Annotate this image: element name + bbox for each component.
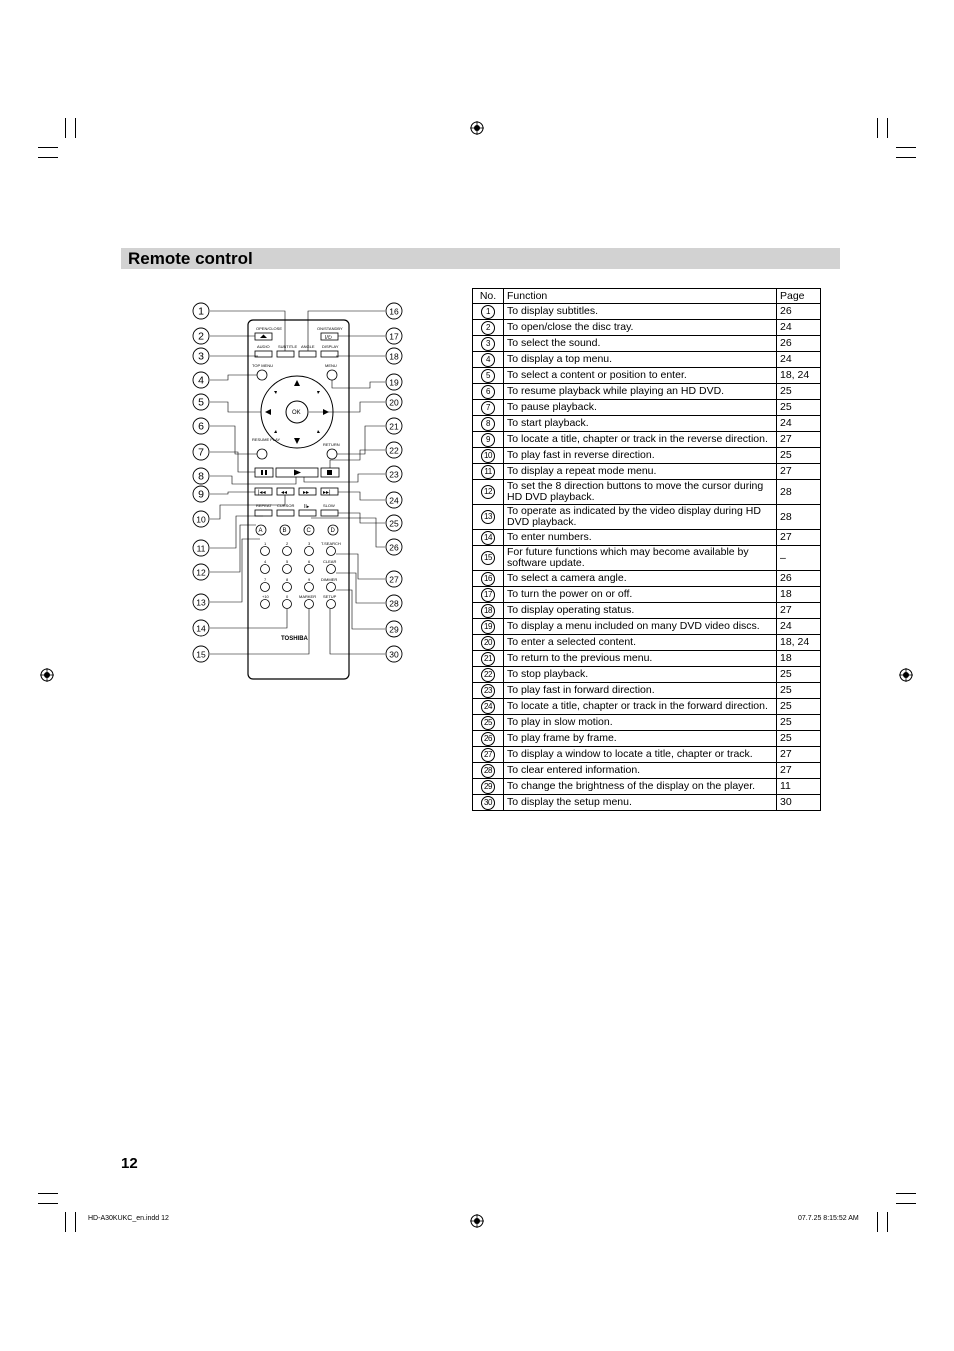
- row-number-circle: 20: [481, 636, 495, 650]
- row-function: To display the setup menu.: [504, 795, 777, 811]
- callout-number: 3: [198, 350, 204, 363]
- row-number-circle: 27: [481, 748, 495, 762]
- row-function: To play frame by frame.: [504, 731, 777, 747]
- n2-label: 2: [286, 541, 289, 546]
- table-row: [473, 304, 821, 320]
- table-row: [473, 715, 821, 731]
- row-function: To return to the previous menu.: [504, 651, 777, 667]
- row-number-circle: 21: [481, 652, 495, 666]
- row-number: [473, 384, 504, 400]
- row-function: To play fast in reverse direction.: [504, 448, 777, 464]
- table-row: [473, 779, 821, 795]
- row-page: 25: [777, 384, 821, 400]
- row-number: [473, 795, 504, 811]
- callout-number: 15: [196, 649, 206, 660]
- row-number-circle: 11: [481, 465, 495, 479]
- n7-label: 7: [264, 577, 267, 582]
- callout-number: 18: [389, 351, 399, 362]
- table-row: [473, 571, 821, 587]
- row-number-circle: 2: [481, 321, 495, 335]
- key-plus10: [261, 600, 270, 609]
- registration-mark-icon: [40, 668, 54, 682]
- cursor-label: CURSOR: [277, 503, 295, 508]
- top-menu-button: [257, 370, 267, 380]
- callout-number: 14: [196, 623, 206, 634]
- row-page: 27: [777, 530, 821, 546]
- row-function: To operate as indicated by the video display during HD DVD playback.: [504, 505, 777, 530]
- row-number-circle: 18: [481, 604, 495, 618]
- table-row: [473, 731, 821, 747]
- row-page: 27: [777, 603, 821, 619]
- clear-button: [327, 565, 336, 574]
- table-row: [473, 336, 821, 352]
- row-number: [473, 530, 504, 546]
- table-row: [473, 530, 821, 546]
- row-number-circle: 5: [481, 369, 495, 383]
- row-number: [473, 320, 504, 336]
- table-row: [473, 683, 821, 699]
- row-function: To display a window to locate a title, chapter or track.: [504, 747, 777, 763]
- subtitle-button: [277, 351, 294, 357]
- table-row: [473, 400, 821, 416]
- row-function: For future functions which may become available by software update.: [504, 546, 777, 571]
- top-menu-label: TOP MENU: [252, 363, 273, 368]
- stop-icon: [327, 470, 332, 475]
- table-row: [473, 587, 821, 603]
- row-function: To pause playback.: [504, 400, 777, 416]
- row-number: [473, 715, 504, 731]
- row-number: [473, 571, 504, 587]
- row-page: 18, 24: [777, 368, 821, 384]
- callout-number: 2: [198, 330, 204, 343]
- table-row: [473, 384, 821, 400]
- row-number: [473, 667, 504, 683]
- row-number-circle: 30: [481, 796, 495, 810]
- row-function: To locate a title, chapter or track in the reverse direction.: [504, 432, 777, 448]
- row-function: To display a repeat mode menu.: [504, 464, 777, 480]
- row-number: [473, 619, 504, 635]
- key-7: [261, 583, 270, 592]
- key-5: [283, 565, 292, 574]
- row-page: 25: [777, 715, 821, 731]
- row-number: [473, 336, 504, 352]
- callout-number: 8: [198, 470, 204, 483]
- row-number-circle: 23: [481, 684, 495, 698]
- row-number: [473, 432, 504, 448]
- display-button: [321, 351, 338, 357]
- return-label: RETURN: [323, 442, 340, 447]
- row-number: [473, 635, 504, 651]
- row-page: 25: [777, 667, 821, 683]
- table-row: [473, 464, 821, 480]
- row-function: To select a content or position to enter.: [504, 368, 777, 384]
- row-number-circle: 10: [481, 449, 495, 463]
- row-number: [473, 747, 504, 763]
- key-0: [283, 600, 292, 609]
- dimmer-label: DIMMER: [321, 577, 338, 582]
- plus10-label: +10: [262, 594, 269, 599]
- row-page: 24: [777, 416, 821, 432]
- row-number: [473, 368, 504, 384]
- setup-label: SETUP: [323, 594, 337, 599]
- table-row: [473, 320, 821, 336]
- row-page: 25: [777, 731, 821, 747]
- menu-button: [327, 370, 337, 380]
- pause-icon: [261, 470, 263, 475]
- row-number-circle: 22: [481, 668, 495, 682]
- table-header-row: [473, 289, 821, 304]
- row-function: To play in slow motion.: [504, 715, 777, 731]
- callout-number: 26: [389, 542, 399, 553]
- return-button: [327, 449, 337, 459]
- callouts-right: [386, 303, 402, 662]
- row-number-circle: 14: [481, 531, 495, 545]
- header-page: Page: [777, 289, 821, 304]
- registration-mark-icon: [470, 121, 484, 135]
- row-function: To stop playback.: [504, 667, 777, 683]
- dimmer-button: [327, 583, 336, 592]
- callout-number: 29: [389, 624, 399, 635]
- cursor-button: [277, 510, 294, 516]
- callout-number: 4: [198, 374, 204, 387]
- callout-number: 5: [198, 396, 204, 409]
- row-page: 28: [777, 505, 821, 530]
- callout-number: 1: [198, 305, 204, 318]
- row-page: –: [777, 546, 821, 571]
- menu-label: MENU: [325, 363, 337, 368]
- row-page: 18: [777, 651, 821, 667]
- row-function: To display operating status.: [504, 603, 777, 619]
- row-function: To select a camera angle.: [504, 571, 777, 587]
- resume-play-button: [257, 449, 267, 459]
- callouts-left: [193, 303, 209, 662]
- row-number: [473, 352, 504, 368]
- skip-forward-icon: ▸▸|: [323, 490, 331, 496]
- table-row: [473, 635, 821, 651]
- row-function: To play fast in forward direction.: [504, 683, 777, 699]
- row-page: 26: [777, 571, 821, 587]
- repeat-label: REPEAT: [256, 503, 272, 508]
- n4-label: 4: [264, 559, 267, 564]
- row-number: [473, 480, 504, 505]
- callout-number: 6: [198, 420, 204, 433]
- table-row: [473, 448, 821, 464]
- row-function: To turn the power on or off.: [504, 587, 777, 603]
- table-row: [473, 480, 821, 505]
- row-page: 27: [777, 432, 821, 448]
- callout-number: 7: [198, 446, 204, 459]
- callout-number: 12: [196, 567, 206, 578]
- row-function: To resume playback while playing an HD DVD.: [504, 384, 777, 400]
- frame-button: [299, 510, 316, 516]
- table-row: [473, 747, 821, 763]
- header-no: No.: [473, 289, 504, 304]
- row-page: 25: [777, 448, 821, 464]
- table-row: [473, 619, 821, 635]
- audio-label: AUDIO: [257, 344, 270, 349]
- skip-back-icon: |◂◂: [258, 490, 266, 496]
- row-number-circle: 12: [481, 485, 495, 499]
- row-function: To display a top menu.: [504, 352, 777, 368]
- row-number: [473, 699, 504, 715]
- row-function: To select the sound.: [504, 336, 777, 352]
- row-function: To enter numbers.: [504, 530, 777, 546]
- row-number-circle: 8: [481, 417, 495, 431]
- callout-number: 13: [196, 597, 206, 608]
- table-row: [473, 651, 821, 667]
- row-page: 25: [777, 400, 821, 416]
- key-9: [305, 583, 314, 592]
- row-function: To display subtitles.: [504, 304, 777, 320]
- slow-button: [321, 510, 338, 516]
- row-number-circle: 9: [481, 433, 495, 447]
- row-number: [473, 651, 504, 667]
- repeat-button: [255, 510, 272, 516]
- callout-number: 9: [198, 488, 204, 501]
- fast-forward-icon: ▸▸: [303, 490, 310, 496]
- row-page: 27: [777, 763, 821, 779]
- table-row: [473, 795, 821, 811]
- row-page: 24: [777, 320, 821, 336]
- table-row: [473, 368, 821, 384]
- footer-timestamp: 07.7.25 8:15:52 AM: [798, 1215, 859, 1222]
- table-row: [473, 505, 821, 530]
- a-label: A: [258, 528, 263, 534]
- row-number: [473, 603, 504, 619]
- row-function: To clear entered information.: [504, 763, 777, 779]
- key-2: [283, 547, 292, 556]
- row-number-circle: 26: [481, 732, 495, 746]
- row-number-circle: 17: [481, 588, 495, 602]
- callout-number: 30: [389, 649, 399, 660]
- resume-play-label: RESUME PLAY: [252, 437, 281, 442]
- n8-label: 8: [286, 577, 289, 582]
- row-page: 28: [777, 480, 821, 505]
- row-function: To display a menu included on many DVD video discs.: [504, 619, 777, 635]
- callout-number: 23: [389, 469, 399, 480]
- callout-number: 21: [389, 421, 399, 432]
- clear-label: CLEAR: [323, 559, 337, 564]
- row-number-circle: 25: [481, 716, 495, 730]
- b-label: B: [282, 528, 287, 534]
- row-page: 18: [777, 587, 821, 603]
- callout-number: 10: [196, 514, 206, 525]
- table-row: [473, 699, 821, 715]
- table-row: [473, 432, 821, 448]
- row-number-circle: 16: [481, 572, 495, 586]
- row-number: [473, 400, 504, 416]
- row-number-circle: 13: [481, 510, 495, 524]
- footer-file: HD-A30KUKC_en.indd 12: [88, 1215, 169, 1222]
- n1-label: 1: [264, 541, 267, 546]
- power-icon: I/⏻: [325, 335, 332, 341]
- row-page: 18, 24: [777, 635, 821, 651]
- row-number: [473, 731, 504, 747]
- row-number: [473, 683, 504, 699]
- table-row: [473, 667, 821, 683]
- angle-button: [299, 351, 316, 357]
- row-number-circle: 6: [481, 385, 495, 399]
- registration-mark-icon: [470, 1214, 484, 1228]
- row-function: To open/close the disc tray.: [504, 320, 777, 336]
- brand-logo: TOSHIBA: [281, 636, 308, 642]
- callout-number: 19: [389, 377, 399, 388]
- row-page: 26: [777, 336, 821, 352]
- row-number: [473, 448, 504, 464]
- row-page: 11: [777, 779, 821, 795]
- frame-advance-icon: II▸: [304, 504, 310, 510]
- row-number-circle: 1: [481, 305, 495, 319]
- display-label: DISPLAY: [322, 344, 339, 349]
- callout-number: 28: [389, 598, 399, 609]
- row-number-circle: 4: [481, 353, 495, 367]
- marker-button: [305, 600, 314, 609]
- row-page: 30: [777, 795, 821, 811]
- callout-number: 27: [389, 574, 399, 585]
- marker-label: MARKER: [299, 594, 317, 599]
- row-page: 27: [777, 747, 821, 763]
- zero-label: 0: [286, 594, 289, 599]
- callout-number: 20: [389, 397, 399, 408]
- row-number-circle: 3: [481, 337, 495, 351]
- callout-number: 11: [196, 543, 206, 554]
- callout-number: 22: [389, 445, 399, 456]
- n6-label: 6: [308, 559, 311, 564]
- open-close-label: OPEN/CLOSE: [256, 326, 283, 331]
- row-number: [473, 505, 504, 530]
- key-6: [305, 565, 314, 574]
- row-number-circle: 24: [481, 700, 495, 714]
- row-number: [473, 763, 504, 779]
- page-number: 12: [121, 1155, 138, 1172]
- row-page: 25: [777, 699, 821, 715]
- row-function: To start playback.: [504, 416, 777, 432]
- remote-control-figure: [180, 298, 420, 688]
- section-header: [121, 248, 840, 269]
- row-number-circle: 19: [481, 620, 495, 634]
- c-label: C: [306, 528, 311, 534]
- row-page: 24: [777, 619, 821, 635]
- row-number-circle: 28: [481, 764, 495, 778]
- row-function: To change the brightness of the display on the player.: [504, 779, 777, 795]
- row-function: To enter a selected content.: [504, 635, 777, 651]
- row-number-circle: 29: [481, 780, 495, 794]
- header-function: Function: [504, 289, 777, 304]
- key-3: [305, 547, 314, 556]
- n3-label: 3: [308, 541, 311, 546]
- callout-number: 17: [389, 331, 399, 342]
- slow-label: SLOW: [323, 503, 335, 508]
- t-search-button: [327, 547, 336, 556]
- row-number: [473, 464, 504, 480]
- table-row: [473, 763, 821, 779]
- key-1: [261, 547, 270, 556]
- on-standby-label: ON/STANDBY: [317, 326, 343, 331]
- rewind-icon: ◂◂: [281, 490, 288, 496]
- row-function: To locate a title, chapter or track in the forward direction.: [504, 699, 777, 715]
- ok-label: OK: [292, 410, 301, 416]
- n5-label: 5: [286, 559, 289, 564]
- pause-button: [255, 468, 273, 477]
- row-number-circle: 7: [481, 401, 495, 415]
- n9-label: 9: [308, 577, 311, 582]
- row-number: [473, 587, 504, 603]
- row-number: [473, 546, 504, 571]
- key-4: [261, 565, 270, 574]
- table-row: [473, 352, 821, 368]
- function-table: [472, 288, 821, 811]
- section-title: Remote control: [128, 249, 253, 268]
- table-row: [473, 416, 821, 432]
- row-number: [473, 416, 504, 432]
- row-number: [473, 779, 504, 795]
- table-row: [473, 546, 821, 571]
- row-page: 26: [777, 304, 821, 320]
- callout-number: 16: [389, 306, 399, 317]
- callout-number: 24: [389, 495, 399, 506]
- table-row: [473, 603, 821, 619]
- subtitle-label: SUBTITLE: [278, 344, 298, 349]
- row-page: 27: [777, 464, 821, 480]
- key-8: [283, 583, 292, 592]
- row-function: To set the 8 direction buttons to move the cursor during HD DVD playback.: [504, 480, 777, 505]
- angle-label: ANGLE: [301, 344, 315, 349]
- d-label: D: [330, 528, 335, 534]
- row-number-circle: 15: [481, 551, 495, 565]
- setup-button: [327, 600, 336, 609]
- table-body: [473, 304, 821, 811]
- callout-number: 25: [389, 518, 399, 529]
- row-page: 25: [777, 683, 821, 699]
- row-page: 24: [777, 352, 821, 368]
- registration-mark-icon: [899, 668, 913, 682]
- row-number: [473, 304, 504, 320]
- t-search-label: T.SEARCH: [321, 541, 341, 546]
